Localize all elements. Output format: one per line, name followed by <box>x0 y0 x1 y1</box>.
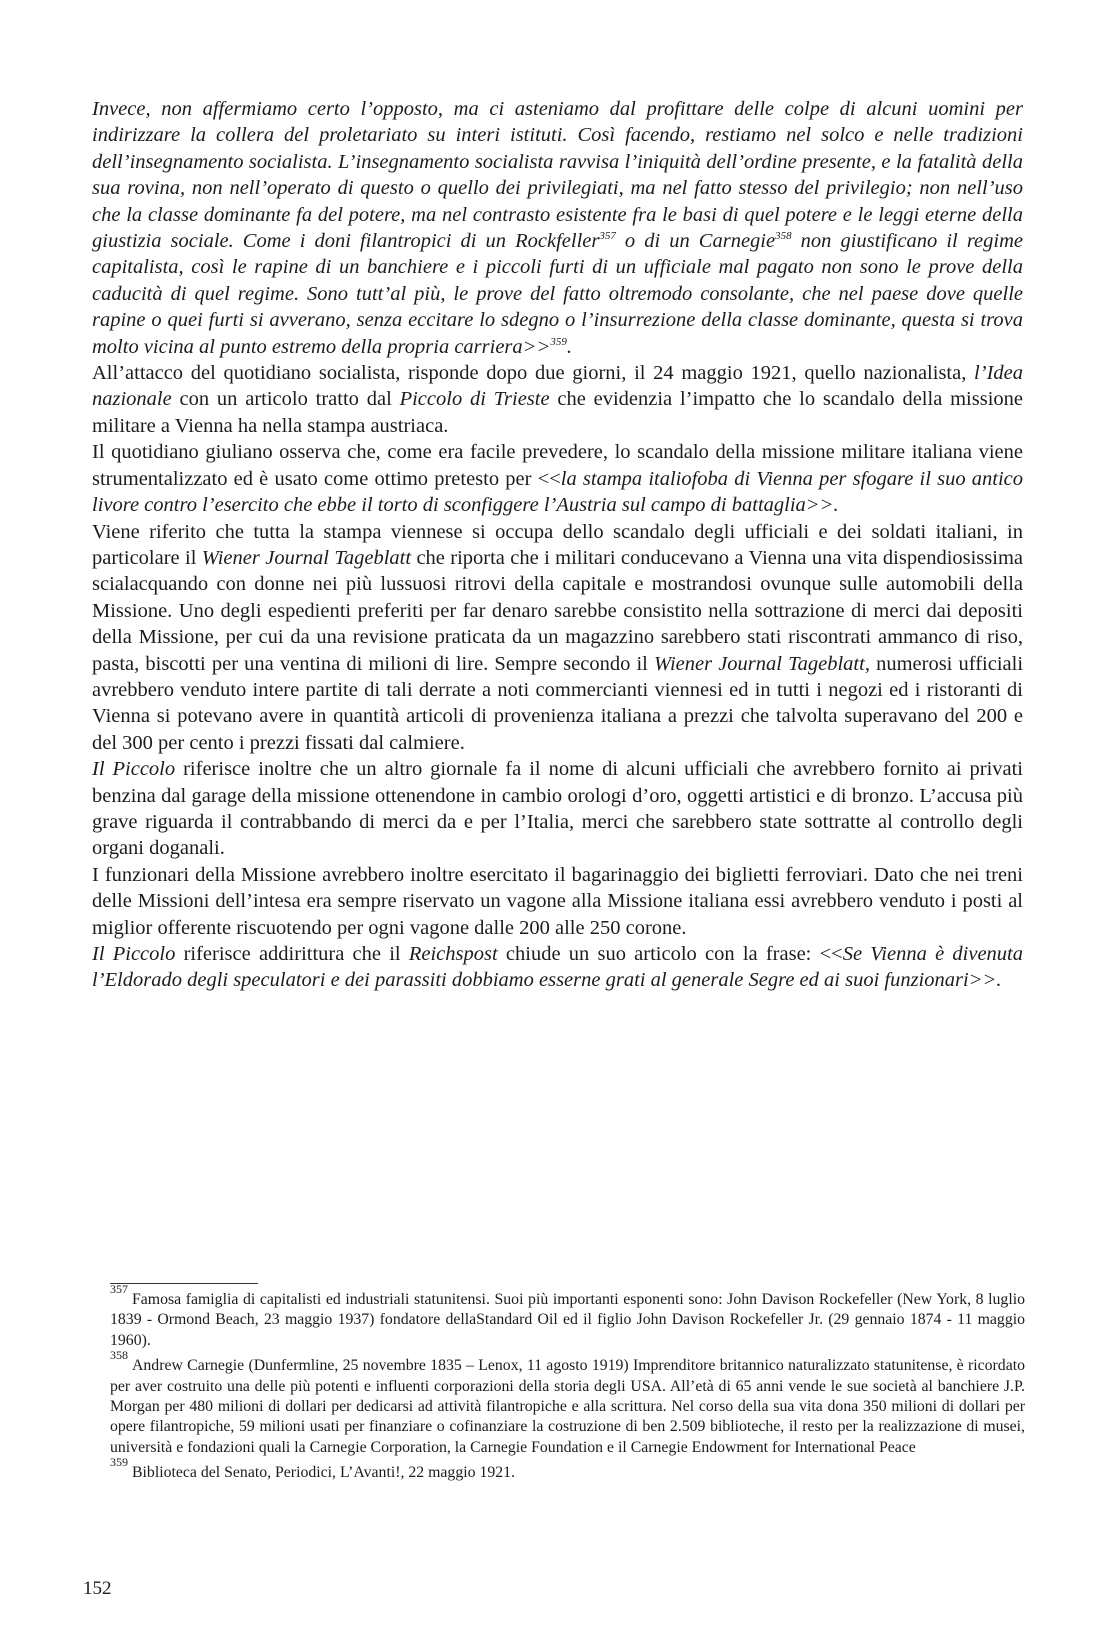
paragraph: All’attacco del quotidiano socialista, risponde dopo due giorni, il 24 maggio 1921, quello nazionalista, l’Idea nazionale con un articolo tratto dal Piccolo di Trieste che evidenzia l’impatto che lo scandalo della missione militare a Vienna ha nella stampa austriaca. <box>92 362 1023 437</box>
footnote-divider <box>110 1283 258 1284</box>
footnote <box>110 1282 1025 1351</box>
footnote <box>110 1455 1025 1483</box>
footnote-number: 358 <box>110 1348 128 1363</box>
footnote-number: 359 <box>110 1455 128 1470</box>
footnote <box>110 1348 1025 1458</box>
footnote-text: Biblioteca del Senato, Periodici, L’Avanti!, 22 maggio 1921. <box>132 1464 516 1482</box>
page-number: 152 <box>83 1578 112 1599</box>
main-text <box>92 96 1023 994</box>
paragraph: Il Piccolo riferisce addirittura che il Reichspost chiude un suo articolo con la frase: <<Se Vienna è divenuta l’Eldorado degli speculatori e dei parassiti dobbiamo esserne grati al generale Segre ed ai suoi funzionari>>. <box>92 943 1023 992</box>
footnote-number: 357 <box>110 1282 128 1296</box>
paragraph: Viene riferito che tutta la stampa viennese si occupa dello scandalo degli ufficiali e dei soldati italiani, in particolare il Wiener Journal Tageblatt che riporta che i militari conducevano a Vienna una vita dispendiosissima scialacquando con donne nei più lussuosi ritrovi della capitale e mostrandosi ovunque sulle automobili della Missione. Uno degli espedienti preferiti per far denaro sarebbe consistito nella sottrazione di merci dai depositi della Missione, per cui da una revisione praticata da un magazzino sarebbero stati riscontrati ammanco di riso, pasta, biscotti per una ventina di milioni di lire. Sempre secondo il Wiener Journal Tageblatt, numerosi ufficiali avrebbero venduto intere partite di tali derrate a noti commercianti viennesi ed in tutti i negozi ed i ristoranti di Vienna si potevano avere in quantità articoli di provenienza italiana a prezzi che talvolta superavano del 200 e del 300 per cento i prezzi fissati dal calmiere. <box>92 520 1024 754</box>
footnote-ref-358[interactable]: 358 <box>775 230 792 243</box>
paragraph: Il Piccolo riferisce inoltre che un altro giornale fa il nome di alcuni ufficiali che avrebbero fornito ai privati benzina dal garage della missione ottenendone in cambio orologi d’oro, oggetti artistici e di bronzo. L’accusa più grave riguarda il contrabbando di merci da e per l’Italia, merci che sarebbero state sottratte al controllo degli organi doganali. <box>92 758 1024 860</box>
footnote-ref-359[interactable]: 359 <box>550 335 567 348</box>
footnotes <box>110 1282 1025 1489</box>
paragraph: Il quotidiano giuliano osserva che, come era facile prevedere, lo scandalo della missione militare italiana viene strumentalizzato ed è usato come ottimo pretesto per <<la stampa italiofoba di Vienna per sfogare il suo antico livore contro l’esercito che ebbe il torto di sconfiggere l’Austria sul campo di battaglia>>. <box>92 441 1023 517</box>
paragraph: I funzionari della Missione avrebbero inoltre esercitato il bagarinaggio dei biglietti ferroviari. Dato che nei treni delle Missioni dell’intesa era sempre riservato un vagone alla Missione italiana essi avrebbero venduto i posti al miglior offerente riscuotendo per ogni vagone dalle 200 alle 250 corone. <box>92 863 1023 939</box>
footnote-text: Famosa famiglia di capitalisti ed industriali statunitensi. Suoi più importanti esponenti sono: John Davison Rockefeller (New York, 8 luglio 1839 - Ormond Beach, 23 maggio 1937) fondatore dellaStandard Oil ed il figlio John Davison Rockefeller Jr. (29 gennaio 1874 - 11 maggio 1960). <box>110 1291 1025 1349</box>
footnote-ref-357[interactable]: 357 <box>599 230 616 243</box>
footnote-text: Andrew Carnegie (Dunfermline, 25 novembre 1835 – Lenox, 11 agosto 1919) Imprenditore britannico naturalizzato statunitense, è ricordato per aver costruito una delle più potenti e influenti corporazioni della storia degli USA. All’età di 65 anni vende le sue società al banchiere J.P. Morgan per 480 milioni di dollari per dedicarsi ad attività filantropiche e alla scrittura. Nel corso della sua vita dona 350 milioni di dollari per opere filantropiche, 59 milioni usati per finanziare o cofinanziare la costruzione di ben 2.509 biblioteche, il resto per la realizzazione di musei, università e fondazioni quali la Carnegie Corporation, la Carnegie Foundation e il Carnegie Endowment for International Peace <box>110 1357 1025 1456</box>
paragraph-quote: Invece, non affermiamo certo l’opposto, ma ci asteniamo dal profittare delle colpe di alcuni uomini per indirizzare la collera del proletariato su interi istituti. Così facendo, restiamo nel solco e nelle tradizioni dell’insegnamento socialista. L’insegnamento socialista ravvisa l’iniquità dell’ordine presente, e la fatalità della sua rovina, non nell’operato di questo o quello dei privilegiati, ma nel fatto stesso del privilegio; non nell’uso che la classe dominante fa del potere, ma nel contrasto esistente fra le basi di quel potere e le leggi eterne della giustizia sociale. Come i doni filantropici di un Rockfeller$^{357}$ o di un Carnegie$^{358}$ non giustificano il regime capitalista, così le rapine di un banchiere e i piccoli furti di un ufficiale mal pagato non sono le prove della caducità di quel regime. Sono tutt’al più, le prove del fatto oltremodo consolante, che nel paese dove quelle rapine o quei furti si avverano, senza eccitare lo sdegno o l’insurrezione della classe dominante, questa si trova molto vicina al punto estremo della propria carriera>>$^{359}$. <box>92 98 1023 358</box>
